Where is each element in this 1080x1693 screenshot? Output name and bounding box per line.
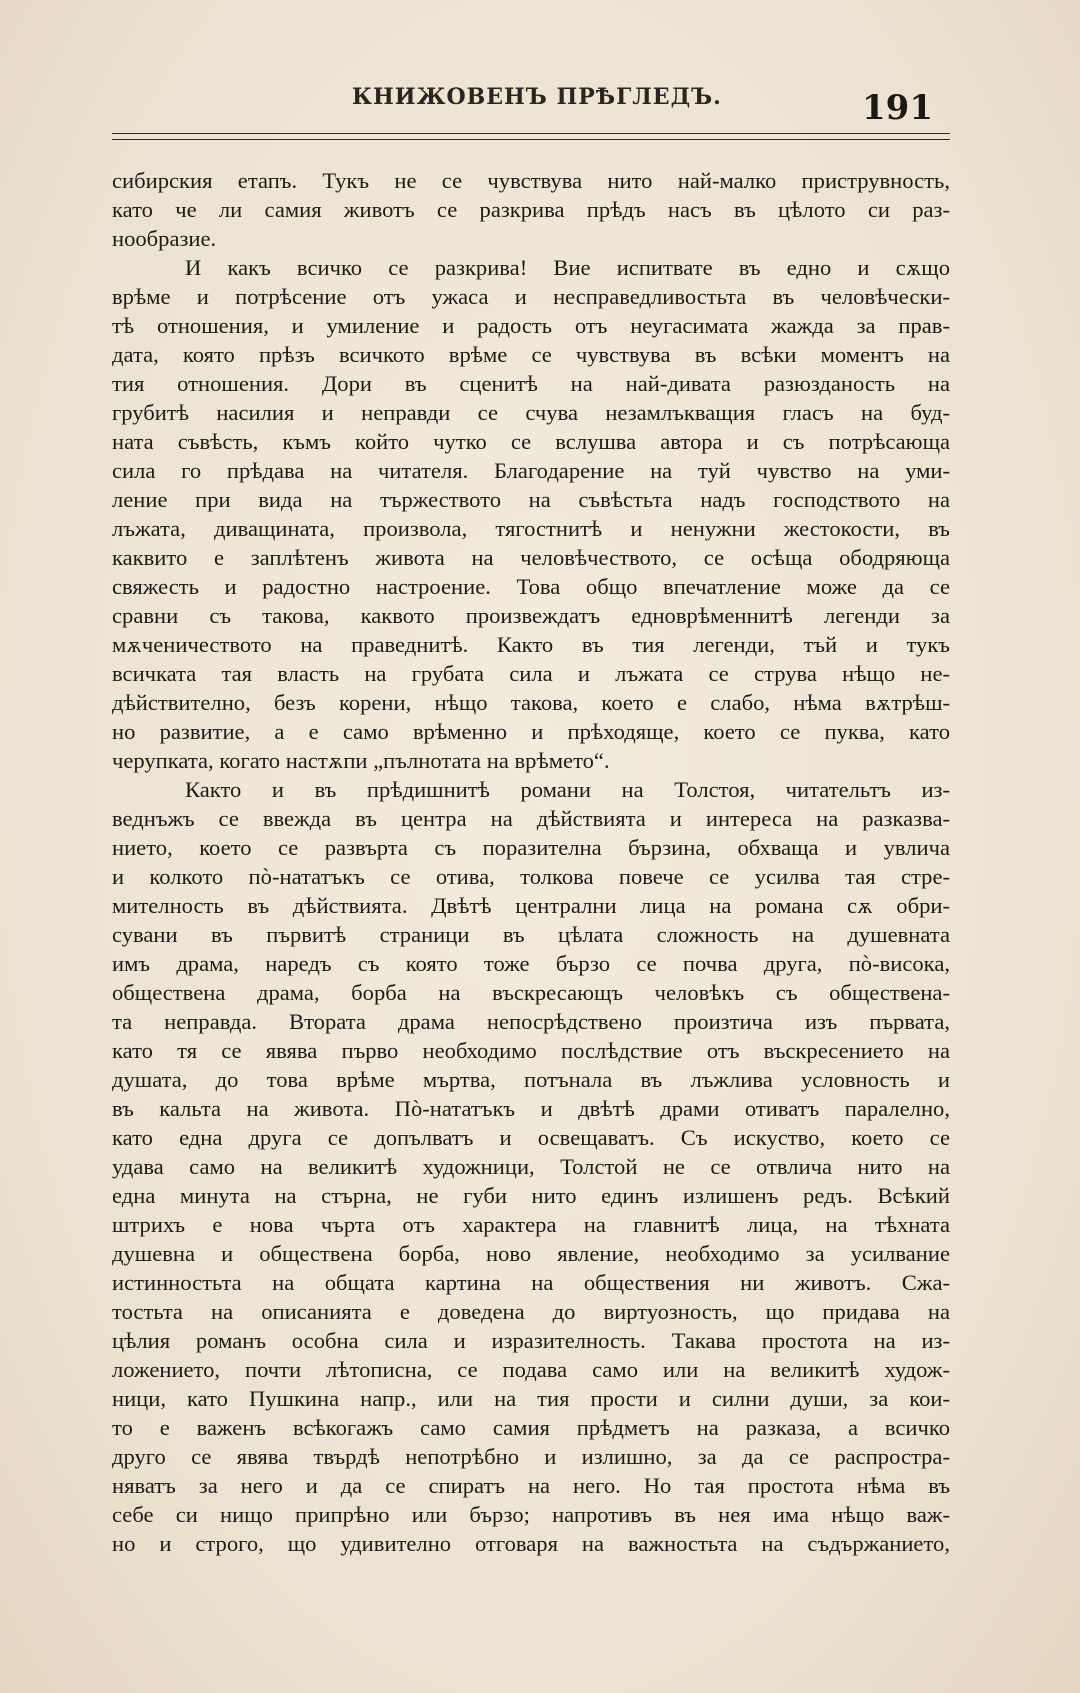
text-line: нообразие. (112, 226, 217, 251)
text-line: нието, което се развърта съ поразителна бързина, обхваща и увлича (112, 835, 950, 860)
text-line: тѣ отношения, и умиление и радость отъ неугасимата жажда за прав- (112, 313, 950, 338)
text-line: имъ драма, наредъ съ която тоже бързо се почва друга, пò-висока, (112, 951, 950, 976)
text-line: като тя се явява първо необходимо послѣдствие отъ въскресението на (112, 1038, 950, 1063)
text-line: ници, като Пушкина напр., или на тия прости и силни души, за кои- (112, 1386, 950, 1411)
text-line: Както и въ прѣдишнитѣ романи на Толстоя, читательтъ из- (185, 777, 950, 802)
text-line: черупката, когато настѫпи „пълнотата на врѣмето“. (112, 748, 610, 773)
text-line: грубитѣ насилия и неправди се счува незамлъкващия гласъ на буд- (112, 400, 950, 425)
text-line: то е важенъ всѣкогажъ само самия прѣдметъ на разказа, а всичко (112, 1415, 950, 1440)
text-line: ната съвѣсть, къмъ който чутко се вслушва автора и съ потрѣсающа (112, 429, 950, 454)
text-line: сувани въ първитѣ страници въ цѣлата сложность на душевната (112, 922, 950, 947)
page-number: 191 (862, 88, 933, 128)
text-line: веднъжъ се ввежда въ центра на дѣйствията и интереса на разказва- (112, 806, 950, 831)
text-line: врѣме и потрѣсение отъ ужаса и несправедливостьта въ человѣчески- (112, 284, 950, 309)
text-line: като че ли самия животъ се разкрива прѣдъ насъ въ цѣлото си раз- (112, 197, 950, 222)
text-line: мѫченичеството на праведнитѣ. Както въ тия легенди, тъй и тукъ (112, 632, 950, 657)
text-line: свяжесть и радостно настроение. Това общо впечатление може да се (112, 574, 950, 599)
text-line: сравни съ такова, каквото произвеждатъ едноврѣменнитѣ легенди за (112, 603, 950, 628)
text-line: удава само на великитѣ художници, Толстой не се отвлича нито на (112, 1154, 950, 1179)
text-line: тия отношения. Дори въ сценитѣ на най-дивата разюзданость на (112, 371, 950, 396)
text-line: дѣйствително, безъ корени, нѣщо такова, което е слабо, нѣма вѫтрѣш- (112, 690, 950, 715)
text-line: та неправда. Втората драма непосрѣдствено произтича изъ първата, (112, 1009, 950, 1034)
text-line: цѣлия романъ особна сила и изразителность. Такава простота на из- (112, 1328, 950, 1353)
header-rule-top (112, 133, 950, 134)
text-line: сибирския етапъ. Тукъ не се чувствува нито най-малко приструвность, (112, 168, 950, 193)
text-line: но развитие, а е само врѣменно и прѣходяще, което се пуква, като (112, 719, 950, 744)
text-line: сила го прѣдава на читателя. Благодарение на туй чувство на уми- (112, 458, 950, 483)
body-text (112, 166, 950, 1558)
text-line: друго се явява твърдѣ непотрѣбно и излишно, за да се распростра- (112, 1444, 950, 1469)
text-line: като една друга се допълватъ и освещаватъ. Съ искуство, което се (112, 1125, 950, 1150)
text-line: ление при вида на тържеството на съвѣстьта надъ господството на (112, 487, 950, 512)
text-line: лъжата, диващината, произвола, тягостнитѣ и ненужни жестокости, въ (112, 516, 950, 541)
text-line: себе си нищо припрѣно или бързо; напротивъ въ нея има нѣщо важ- (112, 1502, 950, 1527)
header-rule-bottom (112, 139, 950, 140)
text-line: И какъ всичко се разкрива! Вие испитвате въ едно и сѫщо (185, 255, 950, 280)
text-line: и колкото пò-нататъкъ се отива, толкова повече се усилва тая стре- (112, 864, 950, 889)
text-line: каквито е заплѣтенъ живота на человѣчеството, се осѣща ободряюща (112, 545, 950, 570)
text-line: обществена драма, борба на въскресающъ человѣкъ съ обществена- (112, 980, 950, 1005)
text-line: истинностьта на общата картина на обществения ни животъ. Сжа- (112, 1270, 950, 1295)
text-line: штрихъ е нова чърта отъ характера на главнитѣ лица, на тѣхната (112, 1212, 950, 1237)
text-line: мителность въ дѣйствията. Двѣтѣ централни лица на романа сѫ обри- (112, 893, 950, 918)
text-line: дата, която прѣзъ всичкото врѣме се чувствува въ всѣки моментъ на (112, 342, 950, 367)
text-line: душата, до това врѣме мъртва, потънала въ лъжлива условность и (112, 1067, 950, 1092)
text-line: всичката тая власть на грубата сила и лъжата се струва нѣщо не- (112, 661, 950, 686)
text-line: една минута на стърна, не губи нито единъ излишенъ редъ. Всѣкий (112, 1183, 950, 1208)
text-line: душевна и обществена борба, ново явление, необходимо за усилвание (112, 1241, 950, 1266)
text-line: ложението, почти лѣтописна, се подава само или на великитѣ худож- (112, 1357, 950, 1382)
text-line: но и строго, що удивително отговаря на важностьта на съдържанието, (112, 1531, 950, 1556)
running-head: КНИЖОВЕНЪ ПРѢГЛЕДЪ. (352, 84, 722, 110)
text-line: въ кальта на живота. Пò-нататъкъ и двѣтѣ драми отиватъ паралелно, (112, 1096, 950, 1121)
text-line: няватъ за него и да се спиратъ на него. Но тая простота нѣма въ (112, 1473, 950, 1498)
text-line: тостьта на описанията е доведена до виртуозность, що придава на (112, 1299, 950, 1324)
